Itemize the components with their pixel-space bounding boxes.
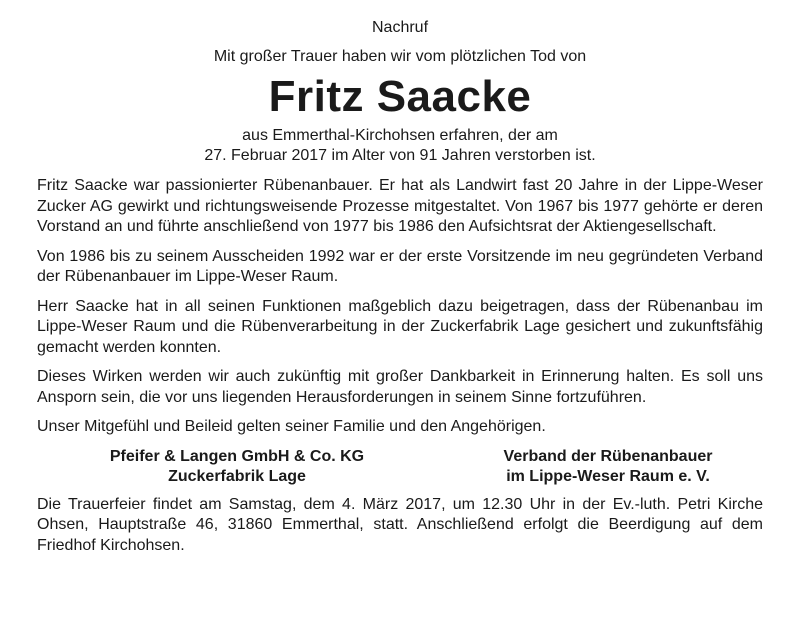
paragraph-career: Fritz Saacke war passionierter Rübenanbauer. Er hat als Landwirt fast 20 Jahre in der Lippe-Weser Zucker AG gewirkt und richtungsweisende Prozesse mitgestaltet. Von 1967 bis 1977 gehörte er deren Vorstand an und führte anschließend von 1977 bis 1986 den Aufsichtsrat der Aktiengesellschaft.: [37, 177, 763, 235]
paragraph-remembrance: Dieses Wirken werden wir auch zukünftig mit großer Dankbarkeit in Erinnerung halten. Es soll uns Ansporn sein, die vor uns liegenden Herausforderungen in seinem Sinne fortzuführen.: [37, 368, 763, 406]
signer-left-line2: Zuckerfabrik Lage: [168, 467, 306, 485]
paragraph-contribution: Herr Saacke hat in all seinen Funktionen maßgeblich dazu beigetragen, dass der Rübenanbau im Lippe-Weser Raum und die Rübenverarbeitung in der Zuckerfabrik Lage gesichert und zukunftsfähig gemacht werden konnten.: [37, 297, 763, 356]
signer-right-line2: im Lippe-Weser Raum e. V.: [506, 467, 710, 485]
notice-heading: Nachruf: [371, 19, 429, 36]
paragraph-condolence: Unser Mitgefühl und Beileid gelten seiner Familie und den Angehörigen.: [37, 418, 546, 435]
signer-pfeifer-langen: [37, 447, 437, 487]
signatories: [37, 447, 763, 487]
death-date-line: 27. Februar 2017 im Alter von 91 Jahren verstorben ist.: [204, 147, 596, 164]
signer-verband: [453, 447, 763, 487]
origin-line: aus Emmerthal-Kirchohsen erfahren, der am: [242, 127, 558, 144]
paragraph-association: Von 1986 bis zu seinem Ausscheiden 1992 war er der erste Vorsitzende im neu gegründeten Verband der Rübenanbauer im Lippe-Weser Raum.: [37, 247, 763, 285]
intro-text: Mit großer Trauer haben wir vom plötzlichen Tod von: [213, 48, 587, 65]
signer-right-line1: Verband der Rübenanbauer: [503, 447, 713, 465]
signer-left-line1: Pfeifer & Langen GmbH & Co. KG: [109, 447, 365, 465]
funeral-details: Die Trauerfeier findet am Samstag, dem 4. März 2017, um 12.30 Uhr in der Ev.-luth. Petri Kirche Ohsen, Hauptstraße 46, 31860 Emmerthal, statt. Anschließend erfolgt die Beerdigung auf dem Friedhof Kirchohsen.: [37, 495, 763, 554]
deceased-name: Fritz Saacke: [268, 72, 532, 121]
obituary-body: [37, 176, 763, 556]
